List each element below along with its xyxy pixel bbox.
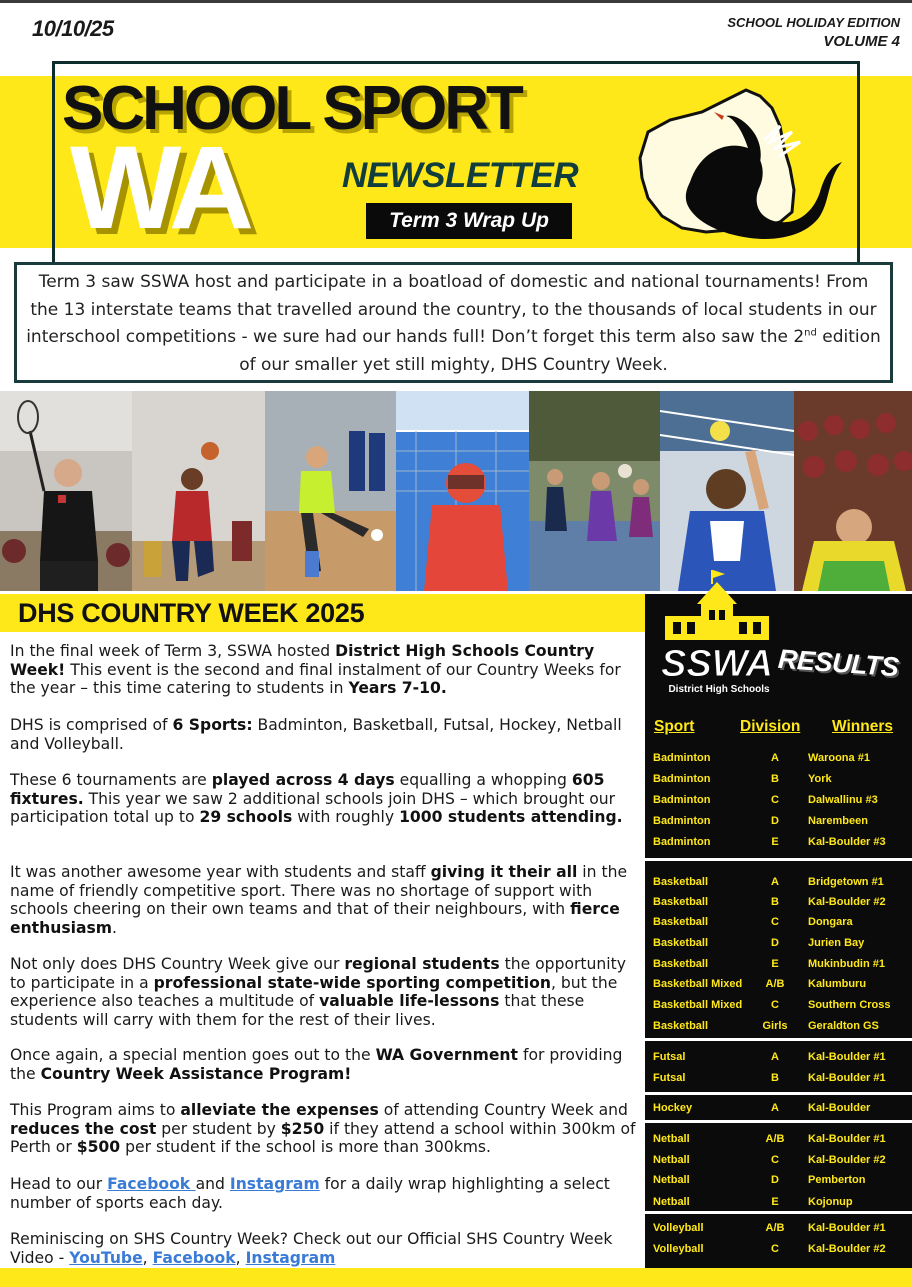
result-sport: Basketball bbox=[653, 1020, 709, 1032]
bold-text: 6 Sports: bbox=[172, 716, 253, 734]
results-row bbox=[645, 1069, 912, 1089]
bold-text: District High Schools Country Week! bbox=[10, 642, 595, 679]
result-division: E bbox=[771, 958, 779, 970]
paragraph-social bbox=[10, 1175, 640, 1212]
edition-line: SCHOOL HOLIDAY EDITION bbox=[727, 15, 900, 30]
text: These 6 tournaments are bbox=[10, 771, 212, 789]
results-row bbox=[645, 749, 912, 769]
result-winner: Kal-Boulder #2 bbox=[808, 1154, 886, 1166]
result-winner: Kal-Boulder #2 bbox=[808, 1243, 886, 1255]
bold-text: alleviate the expenses bbox=[180, 1101, 379, 1119]
result-division: D bbox=[771, 1174, 779, 1186]
text: Once again, a special mention goes out to the bbox=[10, 1046, 376, 1064]
result-sport: Basketball bbox=[653, 896, 709, 908]
results-row bbox=[645, 873, 912, 893]
results-row bbox=[645, 996, 912, 1016]
text: and bbox=[195, 1175, 230, 1193]
result-winner: Narembeen bbox=[808, 815, 868, 827]
result-sport: Badminton bbox=[653, 815, 711, 827]
results-row bbox=[645, 1219, 912, 1239]
bold-text: Years 7-10. bbox=[348, 679, 447, 698]
result-division: A bbox=[771, 752, 779, 764]
text: that these students will carry with them for the rest of their lives. bbox=[10, 992, 585, 1029]
result-winner: Jurien Bay bbox=[808, 937, 865, 949]
result-sport: Futsal bbox=[653, 1072, 686, 1084]
bold-text: $250 bbox=[280, 1119, 325, 1138]
text: in the name of friendly competitive sport. There was no shortage of support with schools cheering on their own teams and that of their neighbours, with bbox=[10, 863, 628, 919]
results-row bbox=[645, 1193, 912, 1213]
text: Head to our bbox=[10, 1175, 108, 1193]
paragraph-program bbox=[10, 1101, 640, 1157]
badminton-photo bbox=[0, 391, 132, 591]
logo-text: SSWA bbox=[661, 643, 773, 685]
text: , bbox=[142, 1248, 153, 1267]
result-sport: Badminton bbox=[653, 773, 711, 785]
result-sport: Netball bbox=[653, 1133, 690, 1145]
text: if they attend a school within 300km of Perth or bbox=[10, 1119, 636, 1157]
intro-text-end: edition of our smaller yet still mighty, DHS Country Week. bbox=[239, 327, 881, 375]
bold-text: WA Government bbox=[375, 1046, 518, 1064]
result-sport: Basketball bbox=[653, 937, 709, 949]
group-divider bbox=[645, 1092, 912, 1095]
result-winner: Kalumburu bbox=[808, 978, 867, 990]
paragraph-government bbox=[10, 1046, 640, 1083]
facebook-video-link[interactable]: Facebook bbox=[152, 1248, 236, 1267]
result-sport: Volleyball bbox=[653, 1222, 704, 1234]
column-header-division: Division bbox=[740, 718, 801, 735]
photo-strip bbox=[0, 391, 912, 591]
result-division: Girls bbox=[762, 1020, 788, 1032]
bold-text: regional students bbox=[344, 955, 500, 973]
result-division: B bbox=[771, 1072, 779, 1084]
text: with roughly bbox=[292, 808, 400, 827]
result-winner: Mukinbudin #1 bbox=[808, 958, 885, 970]
text: per student if the school is more than 300kms. bbox=[120, 1138, 492, 1157]
text: Badminton, Basketball, Futsal, Hockey, Netball and Volleyball. bbox=[10, 716, 622, 753]
masthead-title: SCHOOL SPORT bbox=[62, 74, 521, 143]
bold-text: 29 schools bbox=[199, 808, 293, 827]
result-winner: Kal-Boulder #1 bbox=[808, 1072, 886, 1084]
result-division: A/B bbox=[765, 978, 785, 990]
bold-text: valuable life-lessons bbox=[319, 992, 500, 1011]
column-header-sport: Sport bbox=[654, 718, 695, 735]
result-sport: Badminton bbox=[653, 752, 711, 764]
result-division: A bbox=[771, 1051, 779, 1063]
result-winner: Kal-Boulder #1 bbox=[808, 1222, 886, 1234]
bold-text: played across 4 days bbox=[211, 771, 395, 789]
bold-text: professional state-wide sporting competition bbox=[153, 973, 551, 992]
result-division: A bbox=[771, 876, 779, 888]
result-sport: Netball bbox=[653, 1196, 690, 1208]
masthead-subtitle: NEWSLETTER bbox=[342, 156, 579, 195]
result-division: D bbox=[771, 937, 779, 949]
result-division: E bbox=[771, 1196, 779, 1208]
result-winner: Kal-Boulder #3 bbox=[808, 836, 886, 848]
results-row bbox=[645, 1130, 912, 1150]
result-sport: Basketball Mixed bbox=[653, 999, 743, 1011]
results-row bbox=[645, 934, 912, 954]
intro-box bbox=[14, 262, 893, 383]
text: In the final week of Term 3, SSWA hosted bbox=[10, 642, 336, 660]
text: for a daily wrap highlighting a select number of sports each day. bbox=[10, 1175, 610, 1212]
result-winner: Geraldton GS bbox=[808, 1020, 879, 1032]
results-row bbox=[645, 913, 912, 933]
result-winner: Bridgetown #1 bbox=[808, 876, 884, 888]
text: It was another awesome year with students and staff bbox=[10, 863, 431, 881]
result-division: A/B bbox=[765, 1222, 785, 1234]
result-winner: Southern Cross bbox=[808, 999, 891, 1011]
bold-text: Country Week Assistance Program! bbox=[40, 1064, 352, 1083]
result-winner: Kal-Boulder #2 bbox=[808, 896, 886, 908]
text: the opportunity to participate in a bbox=[10, 955, 626, 992]
group-divider bbox=[645, 1038, 912, 1041]
result-winner: Waroona #1 bbox=[808, 752, 870, 764]
paragraph-regional bbox=[10, 955, 640, 1029]
bold-text: giving it their all bbox=[430, 863, 578, 881]
results-row bbox=[645, 1151, 912, 1171]
result-sport: Volleyball bbox=[653, 1243, 704, 1255]
results-title: RESULTS bbox=[777, 643, 900, 683]
bold-text: reduces the cost bbox=[10, 1119, 157, 1138]
issue-date: 10/10/25 bbox=[32, 16, 114, 41]
hockey-photo bbox=[396, 391, 529, 591]
result-sport: Basketball Mixed bbox=[653, 978, 743, 990]
result-sport: Netball bbox=[653, 1154, 690, 1166]
results-row bbox=[645, 791, 912, 811]
section-heading: DHS COUNTRY WEEK 2025 bbox=[18, 598, 365, 628]
basketball-photo bbox=[132, 391, 265, 591]
result-division: B bbox=[771, 773, 779, 785]
paragraph-enthusiasm bbox=[10, 863, 640, 937]
result-division: C bbox=[771, 1154, 779, 1166]
volleyball-photo bbox=[660, 391, 794, 591]
term-badge: Term 3 Wrap Up bbox=[366, 203, 572, 239]
netball-photo bbox=[529, 391, 660, 591]
text: for providing the bbox=[10, 1046, 623, 1083]
text: per student by bbox=[156, 1119, 281, 1138]
text: DHS is comprised of bbox=[10, 716, 173, 734]
results-row bbox=[645, 1048, 912, 1068]
results-row bbox=[645, 1017, 912, 1037]
paragraph-intro bbox=[10, 642, 640, 698]
bold-text: $500 bbox=[76, 1138, 121, 1157]
result-division: A/B bbox=[765, 1133, 785, 1145]
result-sport: Futsal bbox=[653, 1051, 686, 1063]
text: , but the experience also teaches a multitude of bbox=[10, 973, 618, 1011]
text: equalling a whopping bbox=[394, 771, 572, 789]
result-division: A bbox=[771, 1102, 779, 1114]
result-sport: Badminton bbox=[653, 794, 711, 806]
result-sport: Basketball bbox=[653, 876, 709, 888]
edition-info bbox=[727, 13, 900, 51]
result-division: E bbox=[771, 836, 779, 848]
logo-subtext: District High Schools bbox=[668, 684, 770, 695]
results-row bbox=[645, 812, 912, 832]
column-header-winners: Winners bbox=[832, 718, 894, 735]
results-row bbox=[645, 833, 912, 853]
facebook-link[interactable]: Facebook bbox=[107, 1175, 196, 1193]
result-winner: Kal-Boulder #1 bbox=[808, 1133, 886, 1145]
text: , bbox=[235, 1248, 246, 1267]
result-division: C bbox=[771, 999, 779, 1011]
result-winner: Kal-Boulder #1 bbox=[808, 1051, 886, 1063]
footer-bar bbox=[0, 1268, 912, 1287]
youtube-link[interactable]: YouTube bbox=[69, 1248, 143, 1267]
result-sport: Basketball bbox=[653, 958, 709, 970]
result-winner: Dalwallinu #3 bbox=[808, 794, 878, 806]
text: of attending Country Week and bbox=[378, 1101, 628, 1119]
result-division: B bbox=[771, 896, 779, 908]
text: This year we saw 2 additional schools join DHS – which brought our participation total up to bbox=[10, 789, 616, 827]
result-division: C bbox=[771, 794, 779, 806]
instagram-video-link[interactable]: Instagram bbox=[245, 1248, 336, 1267]
paragraph-fixtures bbox=[10, 771, 640, 827]
result-winner: Dongara bbox=[808, 916, 853, 928]
results-row bbox=[645, 770, 912, 790]
paragraph-video bbox=[10, 1230, 640, 1267]
results-row bbox=[645, 955, 912, 975]
sswa-dhs-logo bbox=[661, 568, 773, 698]
results-row bbox=[645, 1240, 912, 1260]
top-border bbox=[0, 0, 912, 3]
group-divider bbox=[645, 858, 912, 861]
intro-text: Term 3 saw SSWA host and participate in a boatload of domestic and national tournaments! From the 13 interstate teams that travelled around the country, to the thousands of local students in our interschool competitions - we sure had our hands full! Don’t forget this term also saw the 2 bbox=[26, 272, 877, 347]
instagram-link[interactable]: Instagram bbox=[229, 1175, 320, 1193]
group-divider bbox=[645, 1120, 912, 1123]
results-row bbox=[645, 1171, 912, 1191]
result-division: C bbox=[771, 1243, 779, 1255]
result-sport: Badminton bbox=[653, 836, 711, 848]
masthead-wa: WA bbox=[70, 122, 249, 254]
crowd-photo bbox=[794, 391, 912, 591]
result-winner: York bbox=[808, 773, 832, 785]
result-winner: Kal-Boulder bbox=[808, 1102, 871, 1114]
futsal-photo bbox=[265, 391, 396, 591]
bold-text: 605 fixtures. bbox=[10, 771, 605, 808]
result-sport: Hockey bbox=[653, 1102, 693, 1114]
text: This event is the second and final instalment of our Country Weeks for the year – this time catering to students in bbox=[10, 660, 621, 698]
text: Reminiscing on SHS Country Week? Check out our Official SHS Country Week Video - bbox=[10, 1230, 613, 1267]
result-winner: Pemberton bbox=[808, 1174, 866, 1186]
intro-superscript: nd bbox=[804, 327, 817, 339]
result-sport: Netball bbox=[653, 1174, 690, 1186]
text: . bbox=[112, 918, 117, 937]
result-sport: Basketball bbox=[653, 916, 709, 928]
text: Not only does DHS Country Week give our bbox=[10, 955, 345, 973]
bold-text: 1000 students attending. bbox=[399, 808, 623, 827]
bold-text: fierce enthusiasm bbox=[10, 900, 620, 937]
result-division: C bbox=[771, 916, 779, 928]
volume-line: VOLUME 4 bbox=[823, 33, 900, 50]
text: This Program aims to bbox=[10, 1101, 181, 1119]
results-row bbox=[645, 1099, 912, 1119]
results-row bbox=[645, 893, 912, 913]
result-division: D bbox=[771, 815, 779, 827]
result-winner: Kojonup bbox=[808, 1196, 853, 1208]
results-row bbox=[645, 975, 912, 995]
swan-map-logo bbox=[630, 82, 850, 242]
paragraph-sports bbox=[10, 716, 640, 753]
